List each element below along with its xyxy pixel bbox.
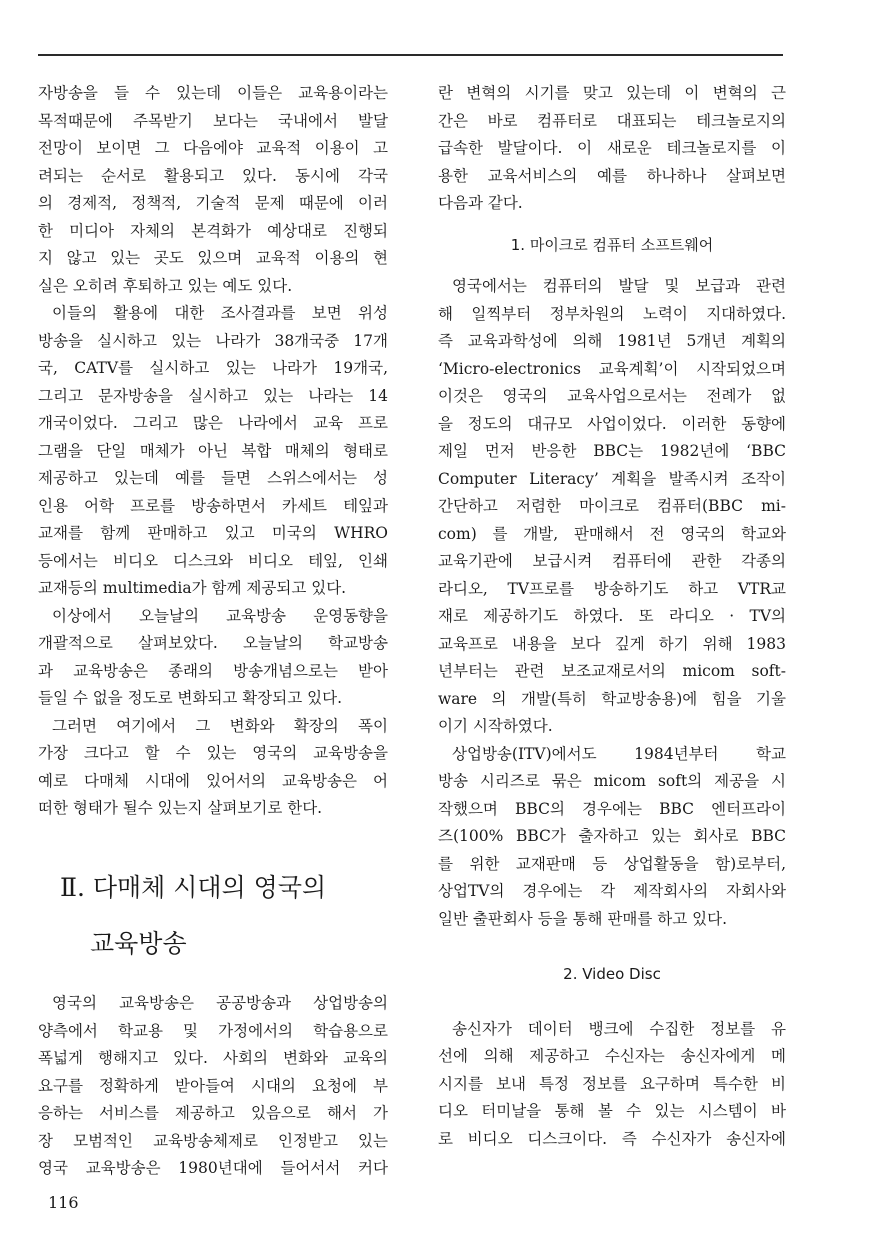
section-paragraph — [38, 990, 388, 1183]
right-intro — [438, 80, 786, 218]
text-line: 간은 바로 컴퓨터로 대표되는 테크놀로지의 — [438, 111, 786, 130]
right-paragraph-2 — [438, 741, 786, 934]
text-line: 려되는 순서로 활용되고 있다. 동시에 각국 — [38, 166, 388, 185]
text-line: Computer Literacy’ 계획을 발족시켜 조작이 — [438, 469, 786, 488]
text-line: 해 일찍부터 정부차원의 노력이 지대하였다. — [438, 304, 786, 323]
text-line: 자방송을 들 수 있는데 이들은 교육용이라는 — [38, 84, 388, 102]
text-line: 즈(100% BBC가 출자하고 있는 회사로 BBC — [438, 827, 786, 845]
text-line: 다음과 같다. — [438, 194, 523, 212]
text-line: 양측에서 학교용 및 가정에서의 학습용으로 — [38, 1021, 388, 1040]
text-line: 시지를 보내 특정 정보를 요구하며 특수한 비 — [438, 1074, 786, 1093]
spacer — [38, 823, 388, 851]
spacer — [438, 259, 786, 273]
text-line: 그램을 단일 매체가 아닌 복합 매체의 형태로 — [38, 441, 388, 460]
text-line: 예로 다매체 시대에 있어서의 교육방송은 어 — [38, 771, 388, 790]
left-paragraph-4 — [38, 713, 388, 823]
text-line: 국, CATV를 실시하고 있는 나라가 19개국, — [38, 359, 388, 377]
text-line: 실은 오히려 후퇴하고 있는 예도 있다. — [38, 276, 293, 295]
text-line: 를 위한 교재판매 등 상업활동을 함)로부터, — [438, 854, 786, 873]
section-heading — [38, 870, 388, 962]
text-line: 들일 수 없을 정도로 변화되고 확장되고 있다. — [38, 689, 343, 707]
text-line: 등에서는 비디오 디스크와 비디오 테잎, 인쇄 — [38, 551, 388, 570]
section-heading-line: 교육방송 — [90, 929, 187, 958]
text-line: 폭넓게 행해지고 있다. 사회의 변화와 교육의 — [38, 1049, 388, 1067]
text-line: 제일 먼저 반응한 BBC는 1982년에 ‘BBC — [438, 442, 786, 460]
text-line: 한 미디아 자체의 본격화가 예상대로 진행되 — [38, 221, 388, 240]
right-paragraph-1 — [438, 273, 786, 741]
text-line: 간단하고 저렴한 마이크로 컴퓨터(BBC mi- — [438, 497, 786, 515]
text-line: 영국의 교육방송은 공공방송과 상업방송의 — [52, 994, 388, 1012]
text-line: 교재등의 multimedia가 함께 제공되고 있다. — [38, 579, 347, 597]
text-line: 지 않고 있는 곳도 있으며 교육적 이용의 현 — [38, 249, 388, 267]
left-paragraph-2 — [38, 300, 388, 603]
text-line: 과 교육방송은 종래의 방송개념으로는 받아 — [38, 661, 388, 680]
spacer — [438, 988, 786, 1016]
text-line: 을 정도의 대규모 사업이었다. 이러한 동향에 — [438, 414, 786, 433]
text-line: 용한 교육서비스의 예를 하나하나 살펴보면 — [438, 166, 786, 185]
left-column — [38, 80, 388, 1183]
page-number: 116 — [48, 1193, 79, 1212]
text-line: 제공하고 있는데 예를 들면 스위스에서는 성 — [38, 469, 388, 487]
text-line: 떠한 형태가 될수 있는지 살펴보기로 한다. — [38, 799, 323, 817]
right-column — [438, 80, 786, 1153]
text-line: 재로 제공하기도 하였다. 또 라디오 · TV의 — [438, 607, 786, 625]
subsection-title: 2. Video Disc — [563, 964, 661, 983]
text-line: 란 변혁의 시기를 맞고 있는데 이 변혁의 근 — [438, 84, 786, 102]
text-line: 그리고 문자방송을 실시하고 있는 나라는 14 — [38, 386, 388, 405]
spacer — [438, 933, 786, 961]
text-line: 이기 시작하였다. — [438, 717, 553, 735]
text-line: 이들의 활용에 대한 조사결과를 보면 위성 — [52, 304, 388, 322]
text-line: 상업방송(ITV)에서도 1984년부터 학교 — [452, 744, 786, 763]
text-line: 선에 의해 제공하고 수신자는 송신자에게 메 — [438, 1047, 786, 1065]
text-line: 인용 어학 프로를 방송하면서 카세트 테잎과 — [38, 496, 388, 515]
text-line: 응하는 서비스를 제공하고 있음으로 해서 가 — [38, 1104, 388, 1122]
text-line: 그러면 여기에서 그 변화와 확장의 폭이 — [52, 716, 388, 735]
text-line: 송신자가 데이터 뱅크에 수집한 정보를 유 — [452, 1019, 786, 1038]
spacer — [438, 218, 786, 232]
text-line: 가장 크다고 할 수 있는 영국의 교육방송을 — [38, 744, 388, 762]
text-line: ‘Micro-electronics 교육계획’이 시작되었으며 — [438, 359, 786, 378]
text-line: 장 모범적인 교육방송체제로 인정받고 있는 — [38, 1131, 388, 1150]
right-paragraph-3 — [438, 1016, 786, 1154]
text-line: 급속한 발달이다. 이 새로운 테크놀로지를 이 — [438, 139, 786, 157]
left-paragraph-3 — [38, 603, 388, 713]
text-line: 교재를 함께 판매하고 있고 미국의 WHRO — [38, 524, 388, 542]
text-line: 개국이었다. 그리고 많은 나라에서 교육 프로 — [38, 414, 388, 432]
text-line: 전망이 보이면 그 다음에야 교육적 이용이 고 — [38, 139, 388, 157]
text-line: 로 비디오 디스크이다. 즉 수신자가 송신자에 — [438, 1129, 786, 1148]
section-heading-line: Ⅱ. 다매체 시대의 영국의 — [60, 873, 327, 902]
text-line: 영국 교육방송은 1980년대에 들어서서 커다 — [38, 1159, 388, 1177]
text-line: 요구를 정확하게 받아들여 시대의 요청에 부 — [38, 1076, 388, 1095]
text-line: 작했으며 BBC의 경우에는 BBC 엔터프라이 — [438, 799, 786, 818]
text-line: 교육프로 내용을 보다 깊게 하기 위해 1983 — [438, 634, 786, 653]
top-rule — [38, 54, 783, 56]
text-line: com) 를 개발, 판매해서 전 영국의 학교와 — [438, 524, 786, 543]
text-line: 이것은 영국의 교육사업으로서는 전례가 없 — [438, 387, 786, 405]
text-line: 일반 출판회사 등을 통해 판매를 하고 있다. — [438, 909, 728, 928]
text-line: 목적때문에 주목받기 보다는 국내에서 발달 — [38, 111, 388, 130]
left-paragraph-1 — [38, 80, 388, 300]
text-line: ware 의 개발(특히 학교방송용)에 힘을 기울 — [438, 689, 786, 708]
text-line: 디오 터미날을 통해 볼 수 있는 시스템이 바 — [438, 1102, 786, 1120]
text-line: 영국에서는 컴퓨터의 발달 및 보급과 관련 — [452, 277, 786, 295]
text-line: 년부터는 관련 보조교재로서의 micom soft- — [438, 662, 786, 680]
subsection-title: 1. 마이크로 컴퓨터 소프트웨어 — [510, 235, 714, 254]
text-line: 의 경제적, 정책적, 기술적 문제 때문에 이러 — [38, 194, 388, 212]
text-line: 방송 시리즈로 묶은 micom soft의 제공을 시 — [438, 772, 786, 790]
text-line: 상업TV의 경우에는 각 제작회사의 자회사와 — [438, 882, 786, 900]
text-line: 교육기관에 보급시켜 컴퓨터에 관한 각종의 — [438, 552, 786, 570]
text-line: 즉 교육과학성에 의해 1981년 5개년 계획의 — [438, 332, 786, 350]
text-line: 이상에서 오늘날의 교육방송 운영동향을 — [52, 606, 388, 625]
text-line: 개괄적으로 살펴보았다. 오늘날의 학교방송 — [38, 634, 388, 652]
text-line: 방송을 실시하고 있는 나라가 38개국중 17개 — [38, 331, 388, 350]
text-line: 라디오, TV프로를 방송하기도 하고 VTR교 — [438, 579, 786, 598]
